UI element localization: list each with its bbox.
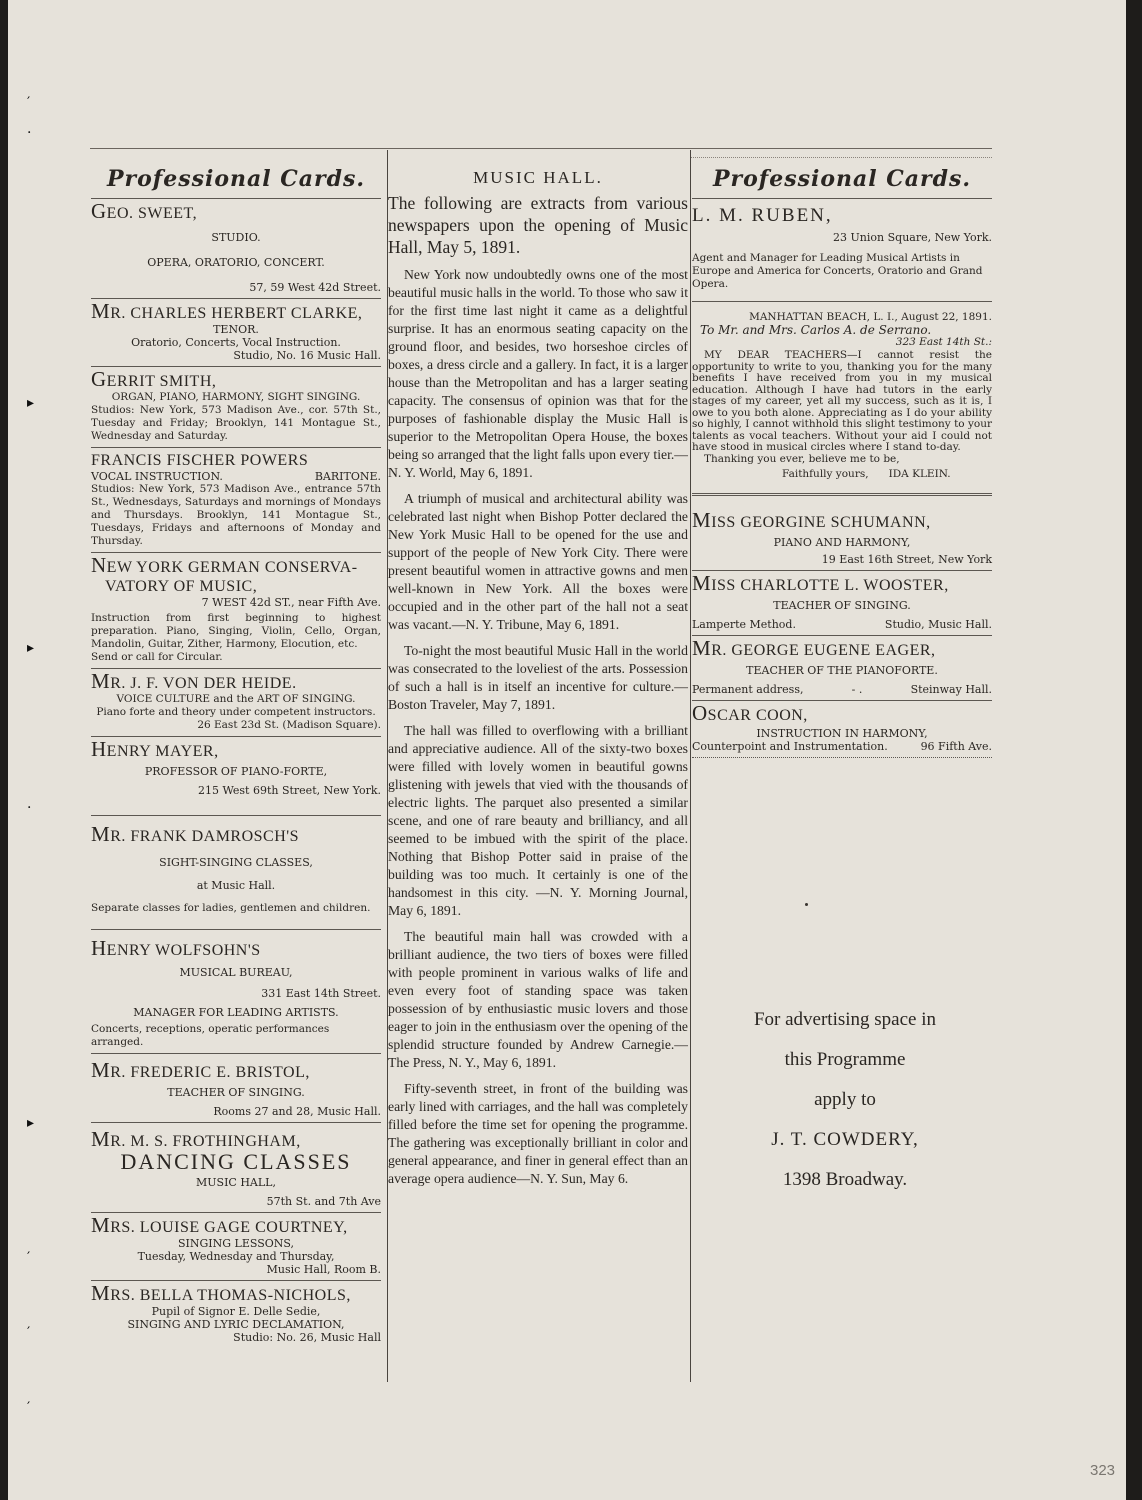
card-henry-mayer: HENRY MAYER, PROFESSOR OF PIANO-FORTE, 215 West 69th Street, New York.: [91, 737, 381, 816]
card-german-conservatory: NEW YORK GERMAN CONSERVA- VATORY OF MUSIC, 7 WEST 42d ST., near Fifth Ave. Instruction from first beginning to highest preparation. Piano, Singing, Violin, Cello, Organ, Mandolin, Guitar, Zither, Harmony, Elocution, etc. Send or call for Circular.: [91, 553, 381, 669]
print-speck: [805, 903, 808, 906]
margin-mark: ▸: [27, 1115, 35, 1131]
card-henry-wolfsohn: HENRY WOLFSOHN'S MUSICAL BUREAU, 331 East 14th Street. MANAGER FOR LEADING ARTISTS. Concerts, receptions, operatic performances arranged.: [91, 930, 381, 1054]
card-francis-powers: FRANCIS FISCHER POWERS VOCAL INSTRUCTION. BARITONE. Studios: New York, 573 Madison Ave., entrance 57th St., Wednesdays, Saturdays and mornings of Mondays and Thursdays. Brooklyn, 141 Montague St., Tuesdays, Fridays and afternoons of Monday and Thursday.: [91, 448, 381, 553]
card-charles-clarke: MR. CHARLES HERBERT CLARKE, TENOR. Oratorio, Concerts, Vocal Instruction. Studio, No. 16 Music Hall.: [91, 299, 381, 367]
left-column: [91, 158, 381, 1348]
margin-mark: ′: [27, 95, 31, 111]
card-gerrit-smith: GERRIT SMITH, ORGAN, PIANO, HARMONY, SIGHT SINGING. Studios: New York, 573 Madison Ave., cor. 57th St., Tuesday and Friday; Brooklyn, 141 Montague St., Wednesday and Saturday.: [91, 367, 381, 448]
middle-column: [388, 158, 688, 1196]
card-george-eager: MR. GEORGE EUGENE EAGER, TEACHER OF THE PIANOFORTE. Permanent address, - . Steinway Hall.: [692, 636, 992, 701]
card-frothingham: MR. M. S. FROTHINGHAM, DANCING CLASSES MUSIC HALL, 57th St. and 7th Ave: [91, 1123, 381, 1213]
advertising-notice: For advertising space in this Programme apply to J. T. COWDERY, 1398 Broadway.: [753, 1009, 937, 1190]
card-ida-klein-letter: MANHATTAN BEACH, L. I., August 22, 1891. To Mr. and Mrs. Carlos A. de Serrano. 323 East 14th St.: MY DEAR TEACHERS—I cannot resist the opportunity to write to you, thanking you for the many benefits I have received from you in my musical education. Although I have had tutors in the early stages of my career, yet all my success, such as it is, I owe to you both alone. Appreciating as I do your ability so highly, I cannot withhold this slight testimony to your talents as vocal teachers. Without your aid I could not have stood in musical circles where I stand to-day. Thanking you ever, believe me to be, Faithfully yours, IDA KLEIN.: [692, 302, 992, 496]
card-georgine-schumann: MISS GEORGINE SCHUMANN, PIANO AND HARMONY, 19 East 16th Street, New York: [692, 508, 992, 571]
margin-mark: ·: [27, 800, 32, 816]
card-frederic-bristol: MR. FREDERIC E. BRISTOL, TEACHER OF SINGING. Rooms 27 and 28, Music Hall.: [91, 1054, 381, 1123]
left-heading: Professional Cards.: [91, 158, 381, 199]
column-divider: [690, 150, 691, 1382]
card-oscar-coon: OSCAR COON, INSTRUCTION IN HARMONY, Counterpoint and Instrumentation. 96 Fifth Ave.: [692, 701, 992, 758]
extract-tribune: A triumph of musical and architectural ability was celebrated last night when Bishop Potter declared the New York Music Hall to be opened for the use and support of the people of New York City. There were present beautiful women in attractive gowns and men well-known in New York. All the boxes were occupied and in the other part of the hall not a seat was vacant.—N. Y. Tribune, May 6, 1891.: [388, 491, 688, 632]
page-number: 323: [1090, 1462, 1116, 1479]
extract-sun: Fifty-seventh street, in front of the building was early lined with carriages, and the hall was completely filled before the time set for opening the programme. The gathering was exceptionally brilliant in color and general appearance, and finer in general effect than an average opera audience—N. Y. Sun, May 6.: [388, 1081, 688, 1186]
extract-world: New York now undoubtedly owns one of the most beautiful music halls in the world. To those who saw it for the first time last night it came as a delightful surprise. It has an enormous seating capacity on the ground floor, and besides, two horseshoe circles of boxes, a dress circle and a gallery. In fact, it is a larger house than the Metropolitan and has a larger seating capacity. The consensus of opinion was that for the purposes of fashionable display the Music Hall is superior to the Metropolitan Opera House, the boxes being so arranged that the light falls upon every tier.—N. Y. World, May 6, 1891.: [388, 267, 688, 480]
music-hall-intro: The following are extracts from various newspapers upon the opening of Music Hall, May 5, 1891.: [388, 193, 688, 257]
card-charlotte-wooster: MISS CHARLOTTE L. WOOSTER, TEACHER OF SINGING. Lamperte Method. Studio, Music Hall.: [692, 571, 992, 636]
extract-press: The beautiful main hall was crowded with a brilliant audience, the two tiers of boxes were filled with people prominent in various walks of life and even every foot of standing space was taken possession of by enthusiastic music lovers and those eager to join in the enthusiasm over the opening of the splendid structure founded by Andrew Carnegie.— The Press, N. Y., May 6, 1891.: [388, 929, 688, 1070]
card-lm-ruben: L. M. RUBEN, 23 Union Square, New York. Agent and Manager for Leading Musical Artists in Europe and America for Concerts, Oratorio and Grand Opera.: [692, 199, 992, 302]
right-heading: Professional Cards.: [692, 158, 992, 199]
margin-mark: ′: [27, 1400, 31, 1416]
card-bella-nichols: MRS. BELLA THOMAS-NICHOLS, Pupil of Signor E. Delle Sedie, SINGING AND LYRIC DECLAMATION, Studio: No. 26, Music Hall: [91, 1281, 381, 1344]
margin-mark: ′: [27, 1250, 31, 1266]
music-hall-title: MUSIC HALL.: [473, 168, 603, 187]
card-frank-damrosch: MR. FRANK DAMROSCH'S SIGHT-SINGING CLASSES, at Music Hall. Separate classes for ladies, gentlemen and children.: [91, 816, 381, 930]
margin-mark: ▸: [27, 395, 35, 411]
margin-mark: ·: [27, 125, 32, 141]
card-von-der-heide: MR. J. F. VON DER HEIDE. VOICE CULTURE and the ART OF SINGING. Piano forte and theory under competent instructors. 26 East 23d St. (Madison Square).: [91, 669, 381, 737]
right-column: [692, 158, 992, 758]
card-geo-sweet: GEO. SWEET, STUDIO. OPERA, ORATORIO, CONCERT. 57, 59 West 42d Street.: [91, 199, 381, 299]
card-louise-courtney: MRS. LOUISE GAGE COURTNEY, SINGING LESSONS, Tuesday, Wednesday and Thursday, Music Hall, Room B.: [91, 1213, 381, 1281]
extract-journal: The hall was filled to overflowing with a brilliant and appreciative audience. All of the sixty-two boxes were filled with lovely women in beautiful gowns glistening with jewels that vied with the thousands of electric lights. The parquet also presented a similar scene, and one of rare beauty and brilliancy, and all seemed to be imbued with the spirit of the place. Nothing that Bishop Potter said in praise of the building was too much. It certainly is one of the handsomest in this city. —N. Y. Morning Journal, May 6, 1891.: [388, 723, 688, 918]
margin-mark: ′: [27, 1325, 31, 1341]
extract-boston: To-night the most beautiful Music Hall in the world was consecrated to the loveliest of the arts. Possession of such a hall is in itself an incentive for culture.—Boston Traveler, May 7, 1891.: [388, 643, 688, 712]
top-rule: [90, 148, 992, 149]
margin-mark: ▸: [27, 640, 35, 656]
